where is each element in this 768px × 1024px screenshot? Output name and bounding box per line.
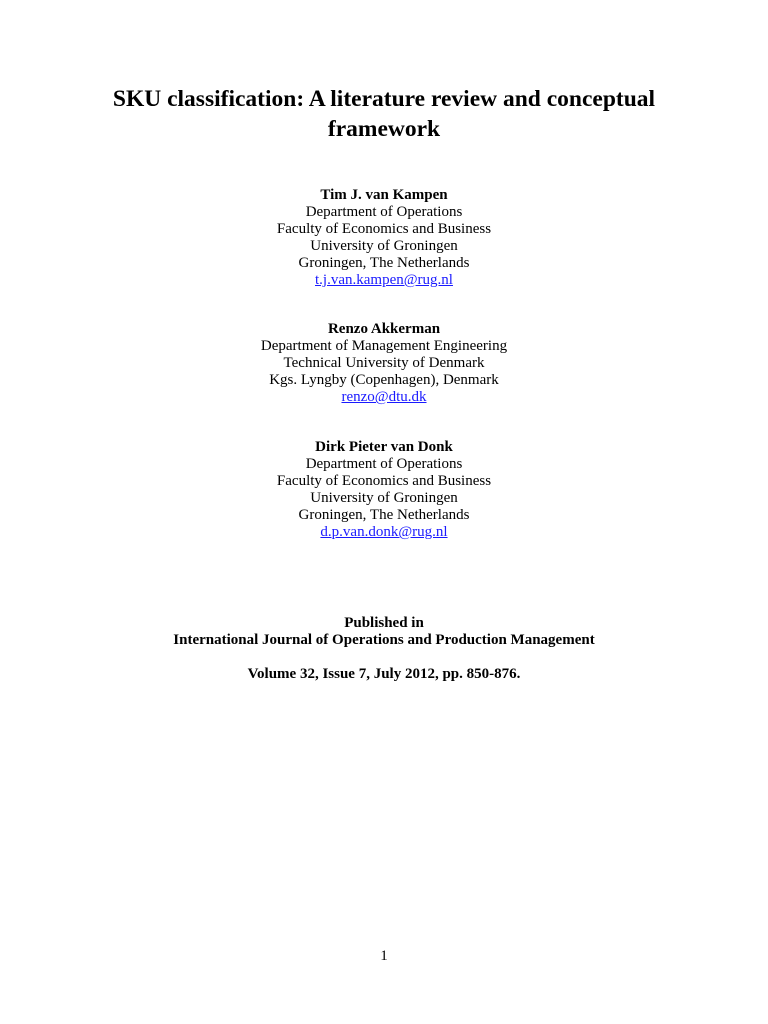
paper-title-line-2: framework [327, 116, 441, 142]
author-department: Department of Operations [305, 456, 463, 472]
author-department: Department of Management Engineering [260, 338, 508, 354]
author-block-akkerman [84, 321, 684, 406]
author-university: University of Groningen [310, 238, 458, 254]
author-block-van-donk [84, 439, 684, 541]
author-email-link[interactable]: renzo@dtu.dk [341, 389, 427, 405]
author-department: Department of Operations [305, 204, 463, 220]
journal-name: International Journal of Operations and Production Management [173, 632, 595, 648]
author-location: Groningen, The Netherlands [298, 255, 470, 271]
author-email-link[interactable]: t.j.van.kampen@rug.nl [315, 272, 453, 288]
author-university: University of Groningen [310, 490, 458, 506]
author-faculty: Faculty of Economics and Business [276, 473, 492, 489]
volume-info: Volume 32, Issue 7, July 2012, pp. 850-876. [247, 666, 521, 682]
author-email-link[interactable]: d.p.van.donk@rug.nl [320, 524, 448, 540]
author-block-van-kampen [84, 187, 684, 289]
author-name: Tim J. van Kampen [320, 187, 448, 203]
paper-title [60, 84, 708, 144]
author-location: Groningen, The Netherlands [298, 507, 470, 523]
author-location: Kgs. Lyngby (Copenhagen), Denmark [269, 372, 499, 388]
volume-info-block [84, 666, 684, 683]
publication-info [84, 615, 684, 649]
published-in-label: Published in [344, 615, 424, 631]
author-faculty: Faculty of Economics and Business [276, 221, 492, 237]
author-name: Renzo Akkerman [327, 321, 441, 337]
author-name: Dirk Pieter van Donk [315, 439, 453, 455]
paper-title-line-1: SKU classification: A literature review and conceptual [112, 86, 656, 112]
author-university: Technical University of Denmark [283, 355, 485, 371]
page-number: 1 [380, 948, 388, 964]
